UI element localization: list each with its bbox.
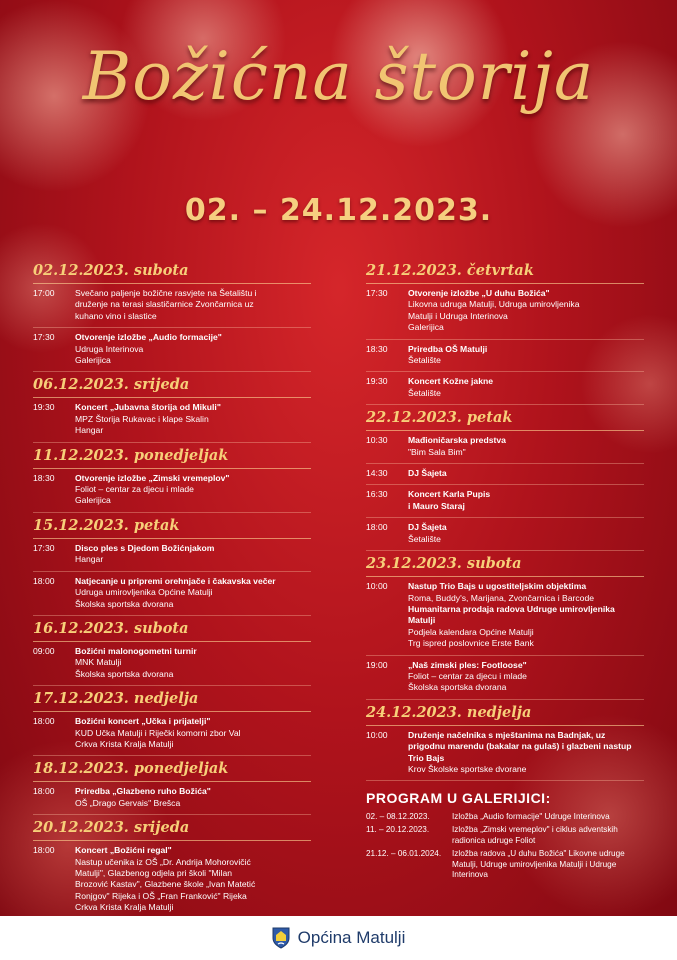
event-title: Božićni koncert „Učka i prijatelji"	[75, 716, 211, 727]
day-block	[33, 760, 311, 815]
event-title: Priredba „Glazbeno ruho Božića"	[75, 786, 211, 797]
event-detail: Crkva Krista Kralja Matulji	[75, 902, 174, 913]
event-row	[366, 577, 644, 655]
event-detail: Školska sportska dvorana	[408, 682, 507, 693]
event-time: 19:30	[33, 402, 55, 413]
event-detail: Šetalište	[408, 355, 441, 366]
day-block	[366, 704, 644, 782]
gallery-row	[366, 825, 646, 846]
event-row	[33, 469, 311, 513]
gallery-date-range: 21.12. – 06.01.2024.	[366, 849, 442, 859]
event-body	[75, 646, 311, 680]
event-row	[366, 340, 644, 373]
day-heading: 21.12.2023. četvrtak	[366, 262, 644, 284]
event-detail: Hangar	[75, 554, 104, 565]
event-row	[33, 539, 311, 572]
event-title: Nastup Trio Bajs u ugostiteljskim objektima	[408, 581, 587, 592]
event-title: Koncert „Božićni regal"	[75, 845, 172, 856]
event-time: 18:30	[366, 343, 388, 354]
event-body	[75, 543, 311, 566]
event-title: Mađioničarska predstva	[408, 435, 506, 446]
event-title: DJ Šajeta	[408, 468, 447, 479]
day-heading: 22.12.2023. petak	[366, 409, 644, 431]
day-block	[366, 262, 644, 405]
poster-title: Božićna štorija	[82, 38, 595, 115]
event-time: 18:00	[33, 786, 55, 797]
event-row	[33, 841, 311, 919]
municipality-shield-icon	[272, 927, 290, 949]
event-detail: MPZ Štorija Rukavac i klape Skalin	[75, 413, 209, 424]
event-title: DJ Šajeta	[408, 522, 447, 533]
event-time: 09:00	[33, 645, 55, 656]
event-title: Božićni malonogometni turnir	[75, 645, 197, 656]
day-block	[33, 620, 311, 686]
day-heading: 06.12.2023. srijeda	[33, 376, 311, 398]
event-body	[408, 522, 644, 545]
event-time: 16:30	[366, 489, 388, 500]
gallery-description: Izložba radova „U duhu Božića" Likovne udruge Matulji, Udruge umirovljenika Matulji i Udruge Interinova	[452, 849, 625, 880]
day-heading: 02.12.2023. subota	[33, 262, 311, 284]
event-body	[408, 730, 644, 776]
event-title: Otvorenje izložbe „Audio formacije"	[75, 332, 222, 343]
event-title: Koncert Karla Pupis	[408, 489, 491, 500]
event-title: Druženje načelnika s mještanima na Badnjak, uz prigodnu marendu (bakalar na gulaš) i glazbeni nastup Trio Bajs	[408, 729, 632, 763]
event-time: 18:00	[33, 575, 55, 586]
event-row	[366, 284, 644, 340]
event-detail: Galerijica	[75, 355, 111, 366]
event-detail: Udruga umirovljenika Općine Matulji	[75, 587, 213, 598]
event-detail: Matulji", Glazbenog odjela pri školi "Milan	[75, 867, 233, 878]
event-row	[366, 372, 644, 405]
event-detail: Nastup učenika iz OŠ „Dr. Andrija Mohorovičić	[75, 856, 251, 867]
event-detail: Trg ispred poslovnice Erste Bank	[408, 638, 534, 649]
event-time: 17:30	[366, 288, 388, 298]
gallery-description: Izložba „Zimski vremeplov" i ciklus adventskih radionica udruge Foliot	[452, 825, 618, 845]
event-detail: Brozović Kastav", Glazbene škole „Ivan Matetić	[75, 879, 256, 890]
event-time: 17:00	[33, 288, 55, 298]
event-row	[366, 485, 644, 518]
event-body	[408, 376, 644, 399]
event-row	[33, 398, 311, 442]
event-body	[75, 845, 311, 913]
event-row	[33, 782, 311, 815]
event-body	[408, 581, 644, 649]
event-detail: OŠ „Drago Gervais" Brešca	[75, 797, 181, 808]
event-detail: kuhano vino i slastice	[75, 310, 157, 321]
event-time: 18:00	[33, 845, 55, 856]
event-body	[75, 473, 311, 507]
gallery-program	[366, 812, 646, 883]
day-block	[366, 409, 644, 551]
event-title: Natjecanje u pripremi orehnjače i čakavska večer	[75, 575, 276, 586]
event-body	[75, 576, 311, 610]
gallery-date-range: 11. – 20.12.2023.	[366, 825, 430, 835]
day-heading: 24.12.2023. nedjelja	[366, 704, 644, 726]
event-title: Koncert Kožne jakne	[408, 376, 494, 387]
event-detail: Matulji i Udruga Interinova	[408, 310, 508, 321]
event-body	[75, 332, 311, 366]
day-block	[33, 517, 311, 616]
day-heading: 15.12.2023. petak	[33, 517, 311, 539]
day-block	[33, 376, 311, 442]
event-body	[75, 288, 311, 322]
event-body	[75, 716, 311, 750]
event-detail: KUD Učka Matulji i Riječki komorni zbor Val	[75, 727, 241, 738]
event-time: 18:00	[366, 522, 388, 533]
day-heading: 23.12.2023. subota	[366, 555, 644, 577]
event-time: 10:00	[366, 581, 388, 592]
event-row	[33, 328, 311, 372]
event-body	[75, 786, 311, 809]
event-body	[408, 435, 644, 458]
day-block	[33, 690, 311, 756]
event-row	[366, 518, 644, 551]
event-detail: druženje na terasi slastičarnice Zvončarnica uz	[75, 299, 254, 310]
day-heading: 11.12.2023. ponedjeljak	[33, 447, 311, 469]
event-detail: Šetalište	[408, 387, 441, 398]
event-row	[366, 464, 644, 485]
event-title: „Naš zimski ples: Footloose"	[408, 659, 527, 670]
day-heading: 17.12.2023. nedjelja	[33, 690, 311, 712]
event-detail: Udruga Interinova	[75, 343, 144, 354]
day-block	[33, 819, 311, 919]
event-time: 19:00	[366, 659, 388, 670]
event-detail: Foliot – centar za djecu i mlade	[75, 484, 194, 495]
event-detail: Hangar	[75, 425, 104, 436]
event-detail: MNK Matulji	[75, 657, 122, 668]
municipality-name: Općina Matulji	[297, 928, 406, 947]
event-detail: Likovna udruga Matulji, Udruga umirovljenika	[408, 299, 580, 310]
event-detail: Roma, Buddy's, Marijana, Zvončarnica i Barcode	[408, 592, 595, 603]
event-time: 18:00	[33, 716, 55, 727]
day-heading: 18.12.2023. ponedjeljak	[33, 760, 311, 782]
event-row	[33, 284, 311, 328]
day-heading: 16.12.2023. subota	[33, 620, 311, 642]
program-left-column	[33, 262, 311, 924]
event-title: Humanitarna prodaja radova Udruge umirovljenika Matulji	[408, 603, 615, 626]
day-block	[33, 262, 311, 372]
event-detail: Ronjgov" Rijeka i OŠ „Fran Franković" Rijeka	[75, 890, 247, 901]
event-time: 10:30	[366, 435, 388, 446]
event-title: i Mauro Staraj	[408, 500, 465, 511]
event-row	[33, 572, 311, 616]
event-detail: Podjela kalendara Općine Matulji	[408, 626, 534, 637]
event-detail: Svečano paljenje božične rasvjete na Šetalištu i	[75, 288, 257, 298]
event-time: 18:30	[33, 472, 55, 483]
event-row	[366, 656, 644, 700]
event-row	[33, 642, 311, 686]
event-title: Koncert „Jubavna štorija od Mikuli"	[75, 402, 221, 413]
event-body	[75, 402, 311, 436]
event-detail: Šetalište	[408, 533, 441, 544]
date-range: 02. – 24.12.2023.	[184, 193, 493, 228]
gallery-date-range: 02. – 08.12.2023.	[366, 812, 430, 821]
event-detail: Školska sportska dvorana	[75, 668, 174, 679]
event-body	[408, 660, 644, 694]
event-time: 17:30	[33, 332, 55, 343]
event-body	[408, 288, 644, 334]
event-body	[408, 489, 644, 512]
event-detail: Foliot – centar za djecu i mlade	[408, 670, 527, 681]
event-detail: Crkva Krista Kralja Matulji	[75, 738, 174, 749]
event-title: Otvorenje izložbe „Zimski vremeplov"	[75, 472, 230, 483]
event-title: Otvorenje izložbe „U duhu Božića"	[408, 288, 550, 298]
event-detail: "Bim Sala Bim"	[408, 446, 466, 457]
event-detail: Krov Školske sportske dvorane	[408, 763, 527, 774]
event-time: 17:30	[33, 542, 55, 553]
event-detail: Galerijica	[75, 495, 111, 506]
event-title: Priredba OŠ Matulji	[408, 343, 488, 354]
day-block	[33, 447, 311, 513]
program-right-column	[366, 262, 644, 785]
event-row	[366, 431, 644, 464]
event-time: 10:00	[366, 729, 388, 740]
event-body	[408, 344, 644, 367]
event-detail: Školska sportska dvorana	[75, 598, 174, 609]
event-detail: Galerijica	[408, 322, 444, 333]
day-block	[366, 555, 644, 700]
gallery-row	[366, 812, 646, 822]
gallery-heading: PROGRAM U GALERIJICI:	[366, 790, 551, 806]
event-time: 14:30	[366, 468, 388, 479]
gallery-row	[366, 849, 646, 880]
event-time: 19:30	[366, 376, 388, 387]
event-body	[408, 468, 644, 479]
footer	[0, 916, 677, 960]
event-row	[366, 726, 644, 782]
gallery-description: Izložba „Audio formacije" Udruge Interinova	[452, 812, 610, 821]
event-row	[33, 712, 311, 756]
event-title: Disco ples s Djedom Božićnjakom	[75, 542, 215, 553]
day-heading: 20.12.2023. srijeda	[33, 819, 311, 841]
